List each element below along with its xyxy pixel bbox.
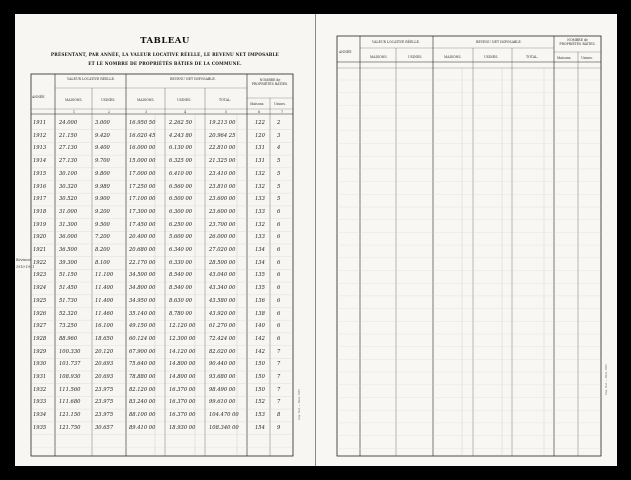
table-cell: 142 [255, 335, 265, 342]
table-cell: 6 [277, 335, 281, 342]
table-cell: 43.340 00 [209, 285, 236, 292]
table-cell: 138 [255, 310, 265, 317]
table-cell: 23.700 00 [209, 221, 236, 228]
table-cell: 108.930 [59, 374, 81, 380]
col-annee-header: ANNÉE [339, 50, 352, 54]
row-year: 1923 [33, 272, 47, 279]
table-cell: 6 [277, 259, 281, 266]
sub-total: TOTAL. [219, 98, 232, 102]
row-year: 1924 [33, 285, 47, 292]
table-cell: 88.960 [59, 335, 78, 342]
column-number: 2 [108, 110, 111, 114]
right-page [316, 14, 617, 466]
table-cell: 9.500 [95, 221, 110, 228]
table-cell: 23.410 00 [209, 170, 236, 177]
sub-usines-c: Usines. [581, 56, 593, 60]
table-cell: 14.800 00 [169, 374, 196, 380]
table-cell: 134 [255, 247, 265, 253]
table-cell: 34.950 00 [129, 297, 156, 304]
table-cell: 78.880 00 [129, 374, 156, 380]
table-cell: 16.370 00 [169, 386, 196, 393]
table-cell: 15.000 00 [129, 158, 156, 165]
row-year: 1935 [33, 424, 47, 431]
table-cell: 43.920 00 [209, 310, 236, 317]
table-cell: 60.124 00 [129, 335, 156, 342]
table-cell: 8.200 [95, 247, 110, 253]
margin-note: 1910-1911 [16, 265, 35, 269]
table-cell: 51.150 [59, 272, 78, 279]
table-cell: 89.410 00 [129, 424, 156, 431]
table-cell: 21.150 [59, 132, 78, 139]
table-cell: 27.130 [59, 158, 78, 165]
table-cell: 23.600 00 [209, 196, 236, 203]
table-cell: 100.330 [59, 348, 81, 355]
table-cell: 9.420 [95, 132, 110, 139]
table-cell: 9.200 [95, 208, 110, 215]
table-cell: 23.975 [95, 412, 114, 419]
row-year: 1929 [33, 348, 47, 355]
table-cell: 7 [277, 348, 281, 355]
table-cell: 8.630 00 [169, 297, 193, 304]
table-cell: 120 [255, 132, 265, 139]
table-cell: 5 [277, 158, 281, 165]
table-cell: 16.950 50 [129, 120, 156, 126]
table-cell: 8.540 00 [169, 272, 193, 279]
column-number: 5 [225, 110, 228, 114]
table-cell: 4 [277, 145, 281, 152]
table-cell: 3.000 [95, 120, 110, 126]
table-cell: 31.000 [59, 208, 78, 215]
row-year: 1917 [33, 196, 47, 203]
sub-maisons-a: MAISONS. [370, 55, 388, 59]
table-cell: 6 [277, 297, 281, 304]
group-revenu-header: REVENU NET IMPOSABLE. [170, 77, 216, 81]
table-cell: 7 [277, 399, 281, 406]
table-cell: 19.213 00 [209, 120, 236, 126]
table-cell: 20.400 00 [129, 234, 156, 241]
table-cell: 67.900 00 [129, 348, 156, 355]
sub-usines-a: USINES. [408, 55, 423, 59]
row-year: 1932 [33, 386, 47, 393]
table-cell: 121.150 [59, 412, 81, 419]
table-cell: 24.000 [59, 120, 78, 126]
table-cell: 82.020 00 [209, 348, 236, 355]
table-cell: 6.250 00 [169, 221, 193, 228]
table-cell: 8.100 [95, 259, 110, 266]
table-cell: 122 [255, 120, 265, 126]
table-cell: 61.270 00 [209, 323, 236, 330]
table-cell: 20.964 25 [209, 132, 236, 139]
table-title: TABLEAU [140, 36, 190, 46]
table-cell: 12.120 00 [169, 323, 196, 330]
row-year: 1918 [33, 208, 47, 215]
table-subtitle-line2: ET LE NOMBRE DE PROPRIÉTÉS BÂTIES DE LA COMMUNE. [88, 61, 242, 66]
table-cell: 134 [255, 259, 265, 266]
col-annee-header: ANNÉE [32, 95, 45, 99]
table-cell: 5 [277, 170, 281, 177]
table-cell: 23.600 00 [209, 208, 236, 215]
table-cell: 5.600 00 [169, 234, 193, 241]
table-cell: 7 [277, 361, 281, 368]
table-cell: 6.410 00 [169, 170, 193, 177]
table-cell: 150 [255, 361, 265, 368]
table-cell: 34.800 00 [129, 285, 156, 292]
table-cell: 142 [255, 348, 265, 355]
table-cell: 140 [255, 323, 265, 330]
table-cell: 9.980 [95, 183, 110, 190]
sub-maisons-c: Maisons. [557, 56, 572, 60]
table-cell: 6.130 00 [169, 145, 193, 152]
table-cell: 75.640 00 [129, 361, 156, 368]
table-cell: 18.650 [95, 335, 114, 342]
group-nombre-header: NOMBRE de PROPRIÉTÉS BÂTIES. [559, 38, 596, 46]
table-cell: 17.450 00 [129, 221, 156, 228]
table-cell: 135 [255, 285, 265, 292]
table-cell: 27.020 00 [209, 247, 236, 253]
table-cell: 7 [277, 374, 281, 380]
table-cell: 6 [277, 323, 281, 330]
row-year: 1922 [33, 259, 47, 266]
table-cell: 39.300 [59, 259, 78, 266]
table-cell: 152 [255, 399, 265, 406]
table-cell: 83.240 00 [129, 399, 156, 406]
margin-note: Révision [16, 258, 31, 262]
table-cell: 4.243 80 [169, 132, 193, 139]
sub-maisons-b: MAISONS. [137, 98, 155, 102]
row-year: 1928 [33, 335, 47, 342]
table-cell: 72.424 00 [209, 335, 236, 342]
table-cell: 11.400 [95, 297, 114, 304]
table-cell: 8.780 00 [169, 310, 193, 317]
table-cell: 136 [255, 297, 265, 304]
table-cell: 150 [255, 374, 265, 380]
table-cell: 17.250 00 [129, 183, 156, 190]
sub-usines-a: USINES. [101, 98, 116, 102]
sub-maisons-c: Maisons. [250, 102, 265, 106]
table-cell: 43.040 00 [209, 272, 236, 279]
row-year: 1911 [33, 120, 47, 126]
table-cell: 35.140 00 [129, 310, 156, 317]
row-year: 1926 [33, 310, 47, 317]
column-number: 3 [145, 110, 148, 114]
table-cell: 17.000 00 [129, 170, 156, 177]
table-cell: 131 [255, 145, 265, 152]
table-cell: 6 [277, 272, 281, 279]
table-cell: 111.680 [59, 399, 81, 406]
table-cell: 20.680 00 [129, 247, 156, 253]
sub-usines-c: Usines. [274, 102, 286, 106]
left-page [15, 14, 315, 466]
table-cell: 88.100 00 [129, 412, 156, 419]
column-number: 4 [184, 110, 187, 114]
table-cell: 36.000 [59, 234, 78, 241]
table-cell: 30.320 [59, 183, 78, 190]
table-cell: 99.610 00 [209, 399, 236, 406]
sub-usines-b: USINES. [484, 55, 499, 59]
row-year: 1919 [33, 221, 47, 228]
column-number: 7 [281, 110, 284, 114]
table-cell: 12.300 00 [169, 335, 196, 342]
table-cell: 8 [277, 412, 281, 419]
table-cell: 20.693 [95, 361, 114, 368]
group-valeur-header: VALEUR LOCATIVE RÉELLE. [372, 40, 420, 44]
table-cell: 6 [277, 234, 281, 241]
table-cell: 2.262 50 [169, 120, 193, 126]
sub-usines-b: USINES. [177, 98, 192, 102]
row-year: 1933 [33, 399, 47, 406]
table-cell: 2 [277, 120, 281, 126]
table-cell: 133 [255, 208, 265, 215]
row-year: 1913 [33, 145, 47, 152]
table-cell: 6 [277, 310, 281, 317]
table-cell: 98.490 00 [209, 386, 236, 393]
table-cell: 11.460 [95, 310, 114, 317]
group-nombre-header: NOMBRE de PROPRIÉTÉS BÂTIES. [251, 78, 289, 86]
row-year: 1927 [33, 323, 47, 330]
table-cell: 133 [255, 196, 265, 203]
table-cell: 3 [277, 132, 281, 139]
table-cell: 132 [255, 183, 265, 190]
row-year: 1931 [33, 374, 47, 380]
table-cell: 28.500 00 [209, 259, 236, 266]
group-valeur-header: VALEUR LOCATIVE RÉELLE. [67, 77, 115, 81]
table-cell: 150 [255, 386, 265, 393]
table-subtitle-line1: PRÉSENTANT, PAR ANNÉE, LA VALEUR LOCATIVE RÉELLE, LE REVENU NET IMPOSABLE [50, 52, 280, 57]
table-cell: 17.300 00 [129, 208, 156, 215]
table-cell: 22.170 00 [129, 259, 156, 266]
table-cell: 154 [255, 424, 265, 431]
row-year: 1916 [33, 183, 47, 190]
table-cell: 121.750 [59, 424, 81, 431]
table-cell: 49.150 00 [129, 323, 156, 330]
table-cell: 108.340 00 [209, 424, 239, 431]
table-cell: 22.810 00 [209, 145, 236, 152]
table-cell: 9.700 [95, 158, 110, 165]
printer-imprint: Imp. Nat. — Mod. 1885 [605, 364, 608, 395]
table-cell: 6 [277, 221, 281, 228]
table-cell: 51.450 [59, 285, 78, 292]
table-cell: 90.440 00 [209, 361, 236, 368]
table-cell: 21.325 00 [209, 158, 236, 165]
table-cell: 6.340 00 [169, 247, 193, 253]
column-number: 6 [258, 110, 261, 114]
sub-total: TOTAL. [526, 55, 539, 59]
table-cell: 6.500 00 [169, 196, 193, 203]
column-number: 1 [73, 110, 76, 114]
row-year: 1921 [33, 247, 47, 253]
table-cell: 5 [277, 183, 281, 190]
table-cell: 6.300 00 [169, 208, 193, 215]
table-cell: 93.680 00 [209, 374, 236, 380]
table-cell: 6.325 00 [169, 158, 193, 165]
table-cell: 52.320 [59, 310, 78, 317]
table-cell: 30.520 [59, 196, 78, 203]
table-cell: 30.100 [59, 170, 78, 177]
table-cell: 5 [277, 196, 281, 203]
table-cell: 6 [277, 247, 281, 253]
table-cell: 131 [255, 158, 265, 165]
table-cell: 31.300 [59, 221, 78, 228]
table-cell: 6.560 00 [169, 183, 193, 190]
table-cell: 7 [277, 386, 281, 393]
table-cell: 30.657 [95, 424, 114, 431]
table-cell: 36.500 [59, 247, 78, 253]
table-cell: 16.000 00 [129, 145, 156, 152]
row-year: 1914 [33, 158, 47, 165]
sub-maisons-b: MAISONS. [444, 55, 462, 59]
table-cell: 51.730 [59, 297, 78, 304]
table-cell: 101.737 [59, 361, 81, 368]
table-cell: 133 [255, 234, 265, 241]
table-cell: 14.120 00 [169, 348, 196, 355]
printer-imprint: Imp. Nat. — Mod. 1885 [298, 389, 301, 420]
table-cell: 16.020 45 [129, 132, 156, 139]
table-cell: 6 [277, 208, 281, 215]
sub-maisons-a: MAISONS. [65, 98, 83, 102]
row-year: 1934 [33, 412, 47, 419]
table-cell: 7.200 [95, 234, 110, 241]
table-cell: 9.900 [95, 196, 110, 203]
table-cell: 132 [255, 221, 265, 228]
table-cell: 6.330 00 [169, 259, 193, 266]
table-cell: 135 [255, 272, 265, 279]
table-cell: 111.560 [59, 386, 81, 393]
table-cell: 9.400 [95, 145, 110, 152]
table-cell: 34.500 00 [129, 272, 156, 279]
table-cell: 16.370 00 [169, 399, 196, 406]
table-cell: 17.100 00 [129, 196, 156, 203]
table-cell: 8.540 00 [169, 285, 193, 292]
row-year: 1912 [33, 132, 47, 139]
table-cell: 73.250 [59, 323, 78, 330]
row-year: 1915 [33, 170, 47, 177]
table-cell: 27.130 [59, 145, 78, 152]
table-cell: 82.120 00 [129, 386, 156, 393]
row-year: 1925 [33, 297, 47, 304]
table-cell: 20.693 [95, 374, 114, 380]
table-cell: 104.470 00 [209, 412, 239, 419]
table-cell: 132 [255, 170, 265, 177]
table-cell: 11.100 [95, 272, 114, 279]
table-cell: 16.370 00 [169, 412, 196, 419]
group-revenu-header: REVENU NET IMPOSABLE. [476, 40, 522, 44]
row-year: 1930 [33, 361, 47, 368]
table-cell: 16.100 [95, 323, 114, 330]
table-cell: 20.120 [95, 348, 114, 355]
table-cell: 9 [277, 424, 281, 431]
table-cell: 11.400 [95, 285, 114, 292]
table-cell: 14.800 00 [169, 361, 196, 368]
right-table-grid [316, 14, 617, 466]
table-cell: 23.810 00 [209, 183, 236, 190]
table-cell: 6 [277, 285, 281, 292]
table-cell: 9.800 [95, 170, 110, 177]
table-cell: 18.930 00 [169, 424, 196, 431]
table-cell: 23.975 [95, 399, 114, 406]
table-cell: 26.000 00 [209, 234, 236, 241]
table-cell: 43.580 00 [209, 297, 236, 304]
table-cell: 23.975 [95, 386, 114, 393]
row-year: 1920 [33, 234, 47, 241]
table-cell: 153 [255, 412, 265, 419]
